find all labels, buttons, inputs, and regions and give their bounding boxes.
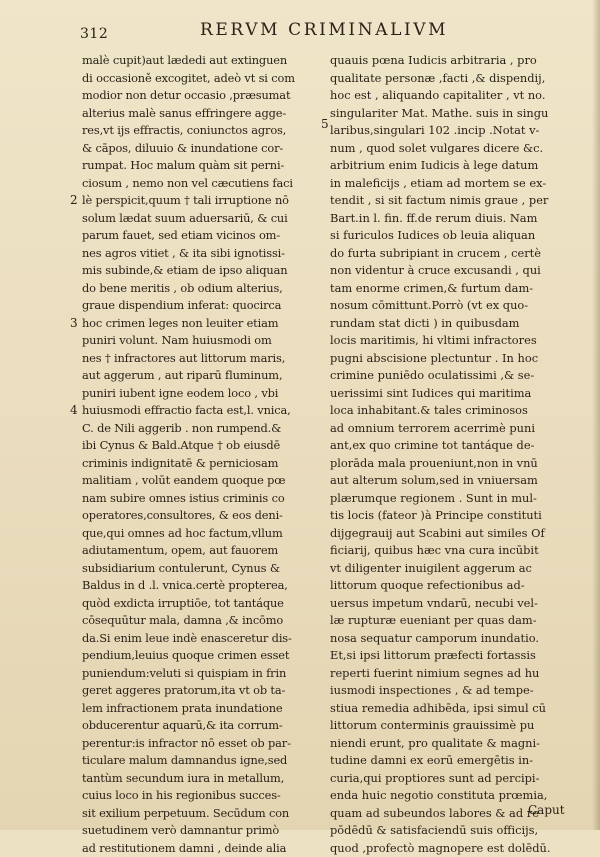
text-line: reperti fuerint nimium segnes ad hu [330,665,570,683]
page-number: 312 [80,26,108,42]
text-line: que,qui omnes ad hoc factum,vllum [82,525,320,543]
text-line: suetudinem verò damnantur primò [82,822,320,840]
text-line: pendium,leuius quoque crimen esset [82,647,320,665]
text-line: dijgegrauij aut Scabini aut similes Of [330,525,570,543]
text-line: pōdēdū & satisfaciendū suis officijs, [330,822,570,840]
text-line: nosa sequatur camporum inundatio. [330,630,570,648]
text-line: tam enorme crimen,& furtum dam- [330,280,570,298]
running-head: RERVM CRIMINALIVM [200,20,448,40]
text-line: ant,ex quo crimine tot tantáque de- [330,437,570,455]
text-line: iusmodi inspectiones , & ad tempe- [330,682,570,700]
text-line: di occasioně excogitet, adeò vt si com [82,70,320,88]
text-line: non videntur à cruce excusandi , qui [330,262,570,280]
text-line: criminis indignitatē & perniciosam [82,455,320,473]
text-line: quòd exdicta irruptiōe, tot tantáque [82,595,320,613]
text-line: hoc est , aliquando capitaliter , vt no. [330,87,570,105]
text-line: cōsequūtur mala, damna ,& incōmo [82,612,320,630]
text-line: uerissimi sint Iudices qui maritima [330,385,570,403]
text-line: ciosum , nemo non vel cæcutiens faci [82,175,320,193]
text-line: crimine puniēdo oculatissimi ,& se- [330,367,570,385]
text-line: num , quod solet vulgares dicere &c. [330,140,570,158]
text-line: mis subinde,& etiam de ipso aliquan [82,262,320,280]
text-line: arbitrium enim Iudicis à lege datum [330,157,570,175]
text-line: parum fauet, sed etiam vicinos om- [82,227,320,245]
left-text-column [82,52,320,857]
text-line: curia,qui proptiores sunt ad percipi- [330,770,570,788]
catchword: Caput [528,803,565,817]
text-line: nes agros vitiet , & ita sibi ignotissi- [82,245,320,263]
text-line: puniri iubent igne eodem loco , vbi [82,385,320,403]
text-line: subsidiarium contulerunt, Cynus & [82,560,320,578]
text-line: Et,si ipsi littorum præfecti fortassis [330,647,570,665]
text-line: Bart.in l. fin. ff.de rerum diuis. Nam [330,210,570,228]
text-line: vt diligenter inuigilent aggerum ac [330,560,570,578]
text-line: littorum conterminis grauissimè pu [330,717,570,735]
text-line: quam ad subeundos labores & ad re [330,805,570,823]
text-line: ad restitutionem damni , deinde alia [82,840,320,857]
text-line: ad omnium terrorem acerrimè puni [330,420,570,438]
text-line: enda huic negotio constituta prœmia, [330,787,570,805]
margin-marker: 2 [70,193,78,207]
margin-marker: 4 [70,403,78,417]
text-line: geret aggeres pratorum,ita vt ob ta- [82,682,320,700]
text-line: aut aggerum , aut riparū fluminum, [82,367,320,385]
text-line: sit exilium perpetuum. Secūdum con [82,805,320,823]
text-line: lè perspicit,quum † tali irruptione nō [82,192,320,210]
text-line: ficiarij, quibus hæc vna cura incūbit [330,542,570,560]
text-line: do furta subripiant in crucem , certè [330,245,570,263]
text-line: alterius malè sanus effringere agge- [82,105,320,123]
text-line: uersus impetum vndarū, necubi vel- [330,595,570,613]
text-line: operatores,consultores, & eos deni- [82,507,320,525]
text-line: pugni abscisione plectuntur . In hoc [330,350,570,368]
right-text-column [330,52,570,857]
text-line: adiutamentum, opem, aut fauorem [82,542,320,560]
text-line: qualitate personæ ,facti ,& dispendij, [330,70,570,88]
text-line: tudine damni ex eorū emergētis in- [330,752,570,770]
text-line: nosum cōmittunt.Porrò (vt ex quo- [330,297,570,315]
text-line: si furiculos Iudices ob leuia aliquan [330,227,570,245]
text-line: res,vt ijs effractis, coniunctos agros, [82,122,320,140]
text-line: loca inhabitant.& tales criminosos [330,402,570,420]
margin-marker: 5 [321,117,329,131]
text-line: & cāpos, diluuio & inundatione cor- [82,140,320,158]
text-line: perentur:is infractor nō esset ob par- [82,735,320,753]
text-line: rundam stat dicti ) in quibusdam [330,315,570,333]
text-line: malitiam , volūt eandem quoque pœ [82,472,320,490]
text-line: quauis pœna Iudicis arbitraria , pro [330,52,570,70]
text-line: ibi Cynus & Bald.Atque † ob eiusdē [82,437,320,455]
text-line: obducerentur aquarū,& ita corrum- [82,717,320,735]
text-line: in maleficijs , etiam ad mortem se ex- [330,175,570,193]
text-line: do bene meritis , ob odium alterius, [82,280,320,298]
text-line: plærumque regionem . Sunt in mul- [330,490,570,508]
margin-marker: 3 [70,316,78,330]
text-line: plorāda mala proueniunt,non in vnū [330,455,570,473]
text-line: tis locis (fateor )à Principe constituti [330,507,570,525]
text-line: hoc crimen leges non leuiter etiam [82,315,320,333]
text-line: cuius loco in his regionibus succes- [82,787,320,805]
text-line: niendi erunt, pro qualitate & magni- [330,735,570,753]
text-line: C. de Nili aggerib . non rumpend.& [82,420,320,438]
text-line: nes † infractores aut littorum maris, [82,350,320,368]
text-line: locis maritimis, hi vltimi infractores [330,332,570,350]
text-line: malè cupit)aut lædedi aut extinguen [82,52,320,70]
text-line: graue dispendium inferat: quocirca [82,297,320,315]
text-line: solum lædat suum aduersariū, & cui [82,210,320,228]
text-line: rumpat. Hoc malum quàm sit perni- [82,157,320,175]
text-line: stiua remedia adhibēda, ipsi simul cū [330,700,570,718]
text-line: da.Si enim leue indè enasceretur dis- [82,630,320,648]
text-line: modior non detur occasio ,præsumat [82,87,320,105]
text-line: nam subire omnes istius criminis co [82,490,320,508]
text-line: littorum quoque refectionibus ad- [330,577,570,595]
text-line: tantùm secundum iura in metallum, [82,770,320,788]
text-line: ticulare malum damnandus igne,sed [82,752,320,770]
text-line: lem infractionem prata inundatione [82,700,320,718]
text-line: puniri volunt. Nam huiusmodi om [82,332,320,350]
text-line: Baldus in d .l. vnica.certè propterea, [82,577,320,595]
text-line: puniendum:veluti si quispiam in frin [82,665,320,683]
text-line: quod ,profectò magnopere est dolēdū. [330,840,570,857]
text-line: laribus,singulari 102 .incip .Notat v- [330,122,570,140]
text-line: aut alterum solum,sed in vniuersam [330,472,570,490]
text-line: huiusmodi effractio facta est,l. vnica, [82,402,320,420]
text-line: tendit , si sit factum nimis graue , per [330,192,570,210]
page-edge-shadow [592,0,600,830]
text-line: singulariter Mat. Mathe. suis in singu [330,105,570,123]
text-line: læ rupturæ eueniant per quas dam- [330,612,570,630]
